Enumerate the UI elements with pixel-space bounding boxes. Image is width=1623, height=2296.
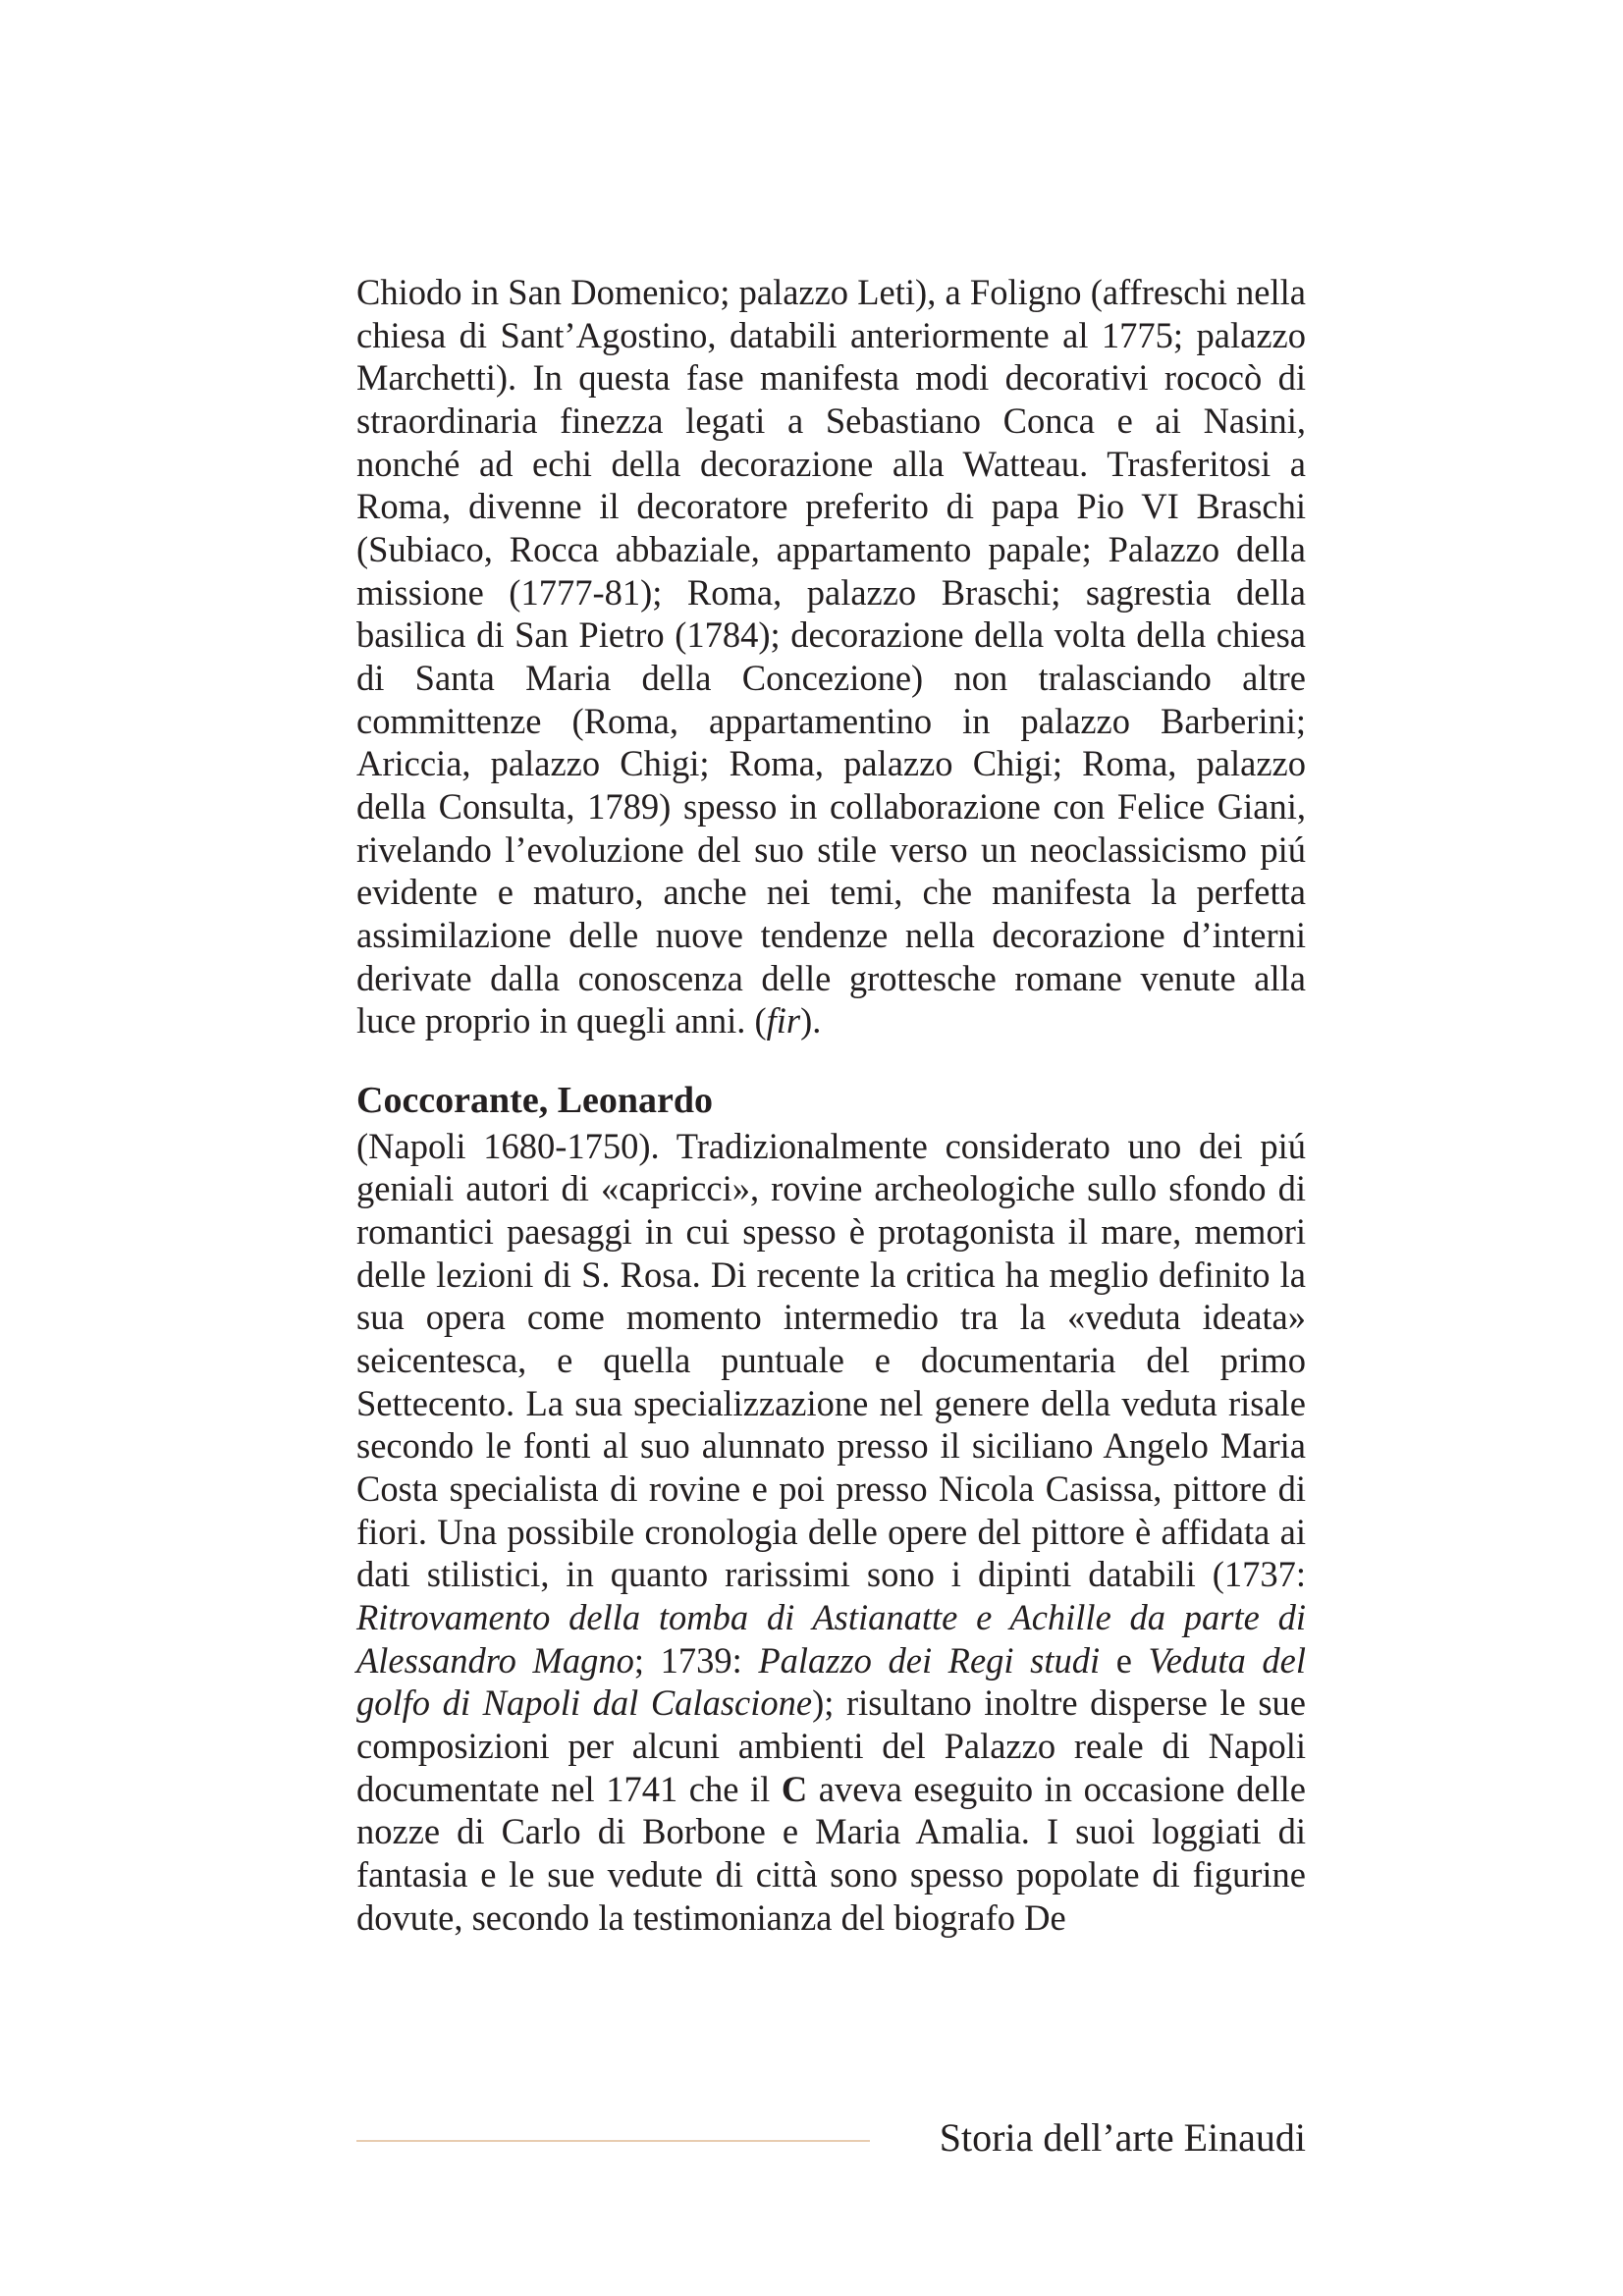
work-title: Veduta del golfo di Napoli dal Calascione: [356, 1639, 1306, 1724]
entry-text: aveva eseguito in occasione delle nozze di Carlo di Borbone e Maria Amalia. I suoi loggiati di fantasia e le sue vedute di città sono spesso popolate di figurine dovute, secondo la testimonianza del biografo De: [356, 1768, 1306, 1938]
work-title: Ritrovamento della tomba di Astianatte e Achille da parte di Alessandro Magno: [356, 1597, 1306, 1681]
entry-text: (Napoli 1680-1750). Tradizionalmente considerato uno dei piú geniali autori di «capricci», rovine archeologiche sullo sfondo di romantici paesaggi in cui spesso è protagonista il mare, memori delle lezioni di S. Rosa. Di recente la critica ha meglio definito la sua opera come momento intermedio tra la «veduta ideata» seicentesca, e quella puntuale e documentaria del primo Settecento. La sua specializzazione nel genere della veduta risale secondo le fonti al suo alunnato presso il siciliano Angelo Maria Costa specialista di rovine e poi presso Nicola Casissa, pittore di fiori. Una possibile cronologia delle opere del pittore è affidata ai dati stilistici, in quanto rarissimi sono i dipinti databili (1737:: [356, 1125, 1306, 1595]
continuation-text-end: ).: [800, 1000, 822, 1041]
entry-text: e: [1100, 1639, 1149, 1681]
entry-text: ; 1739:: [633, 1639, 759, 1681]
entry-text: ); risultano inoltre disperse le sue composizioni per alcuni ambienti del Palazzo reale di Napoli documentate nel 1741 che il: [356, 1682, 1306, 1809]
artist-abbreviation: C: [781, 1768, 808, 1809]
author-initials: fir: [766, 1000, 801, 1041]
continuation-paragraph: [356, 271, 1306, 1042]
work-title: Palazzo dei Regi studi: [758, 1639, 1101, 1681]
page-footer: [356, 2110, 1306, 2169]
footer-rule: [356, 2140, 870, 2142]
entry-paragraph: [356, 1125, 1306, 1939]
publication-name: Storia dell’arte Einaudi: [939, 2115, 1306, 2160]
page-body: [356, 271, 1306, 1939]
continuation-text: Chiodo in San Domenico; palazzo Leti), a Foligno (affreschi nella chiesa di Sant’Agostino, databili anteriormente al 1775; palazzo Marchetti). In questa fase manifesta modi decorativi rococò di straordinaria finezza legati a Sebastiano Conca e ai Nasini, nonché ad echi della decorazione alla Watteau. Trasferitosi a Roma, divenne il decoratore preferito di papa Pio VI Braschi (Subiaco, Rocca abbaziale, appartamento papale; Palazzo della missione (1777-81); Roma, palazzo Braschi; sagrestia della basilica di San Pietro (1784); decorazione della volta della chiesa di Santa Maria della Concezione) non tralasciando altre committenze (Roma, appartamentino in palazzo Barberini; Ariccia, palazzo Chigi; Roma, palazzo Chigi; Roma, palazzo della Consulta, 1789) spesso in collaborazione con Felice Giani, rivelando l’evoluzione del suo stile verso un neoclassicismo piú evidente e maturo, anche nei temi, che manifesta la perfetta assimilazione delle nuove tendenze nella decorazione d’interni derivate dalla conoscenza delle grottesche romane venute alla luce proprio in quegli anni. (: [356, 272, 1306, 1041]
entry-title: Coccorante, Leonardo: [356, 1079, 714, 1121]
